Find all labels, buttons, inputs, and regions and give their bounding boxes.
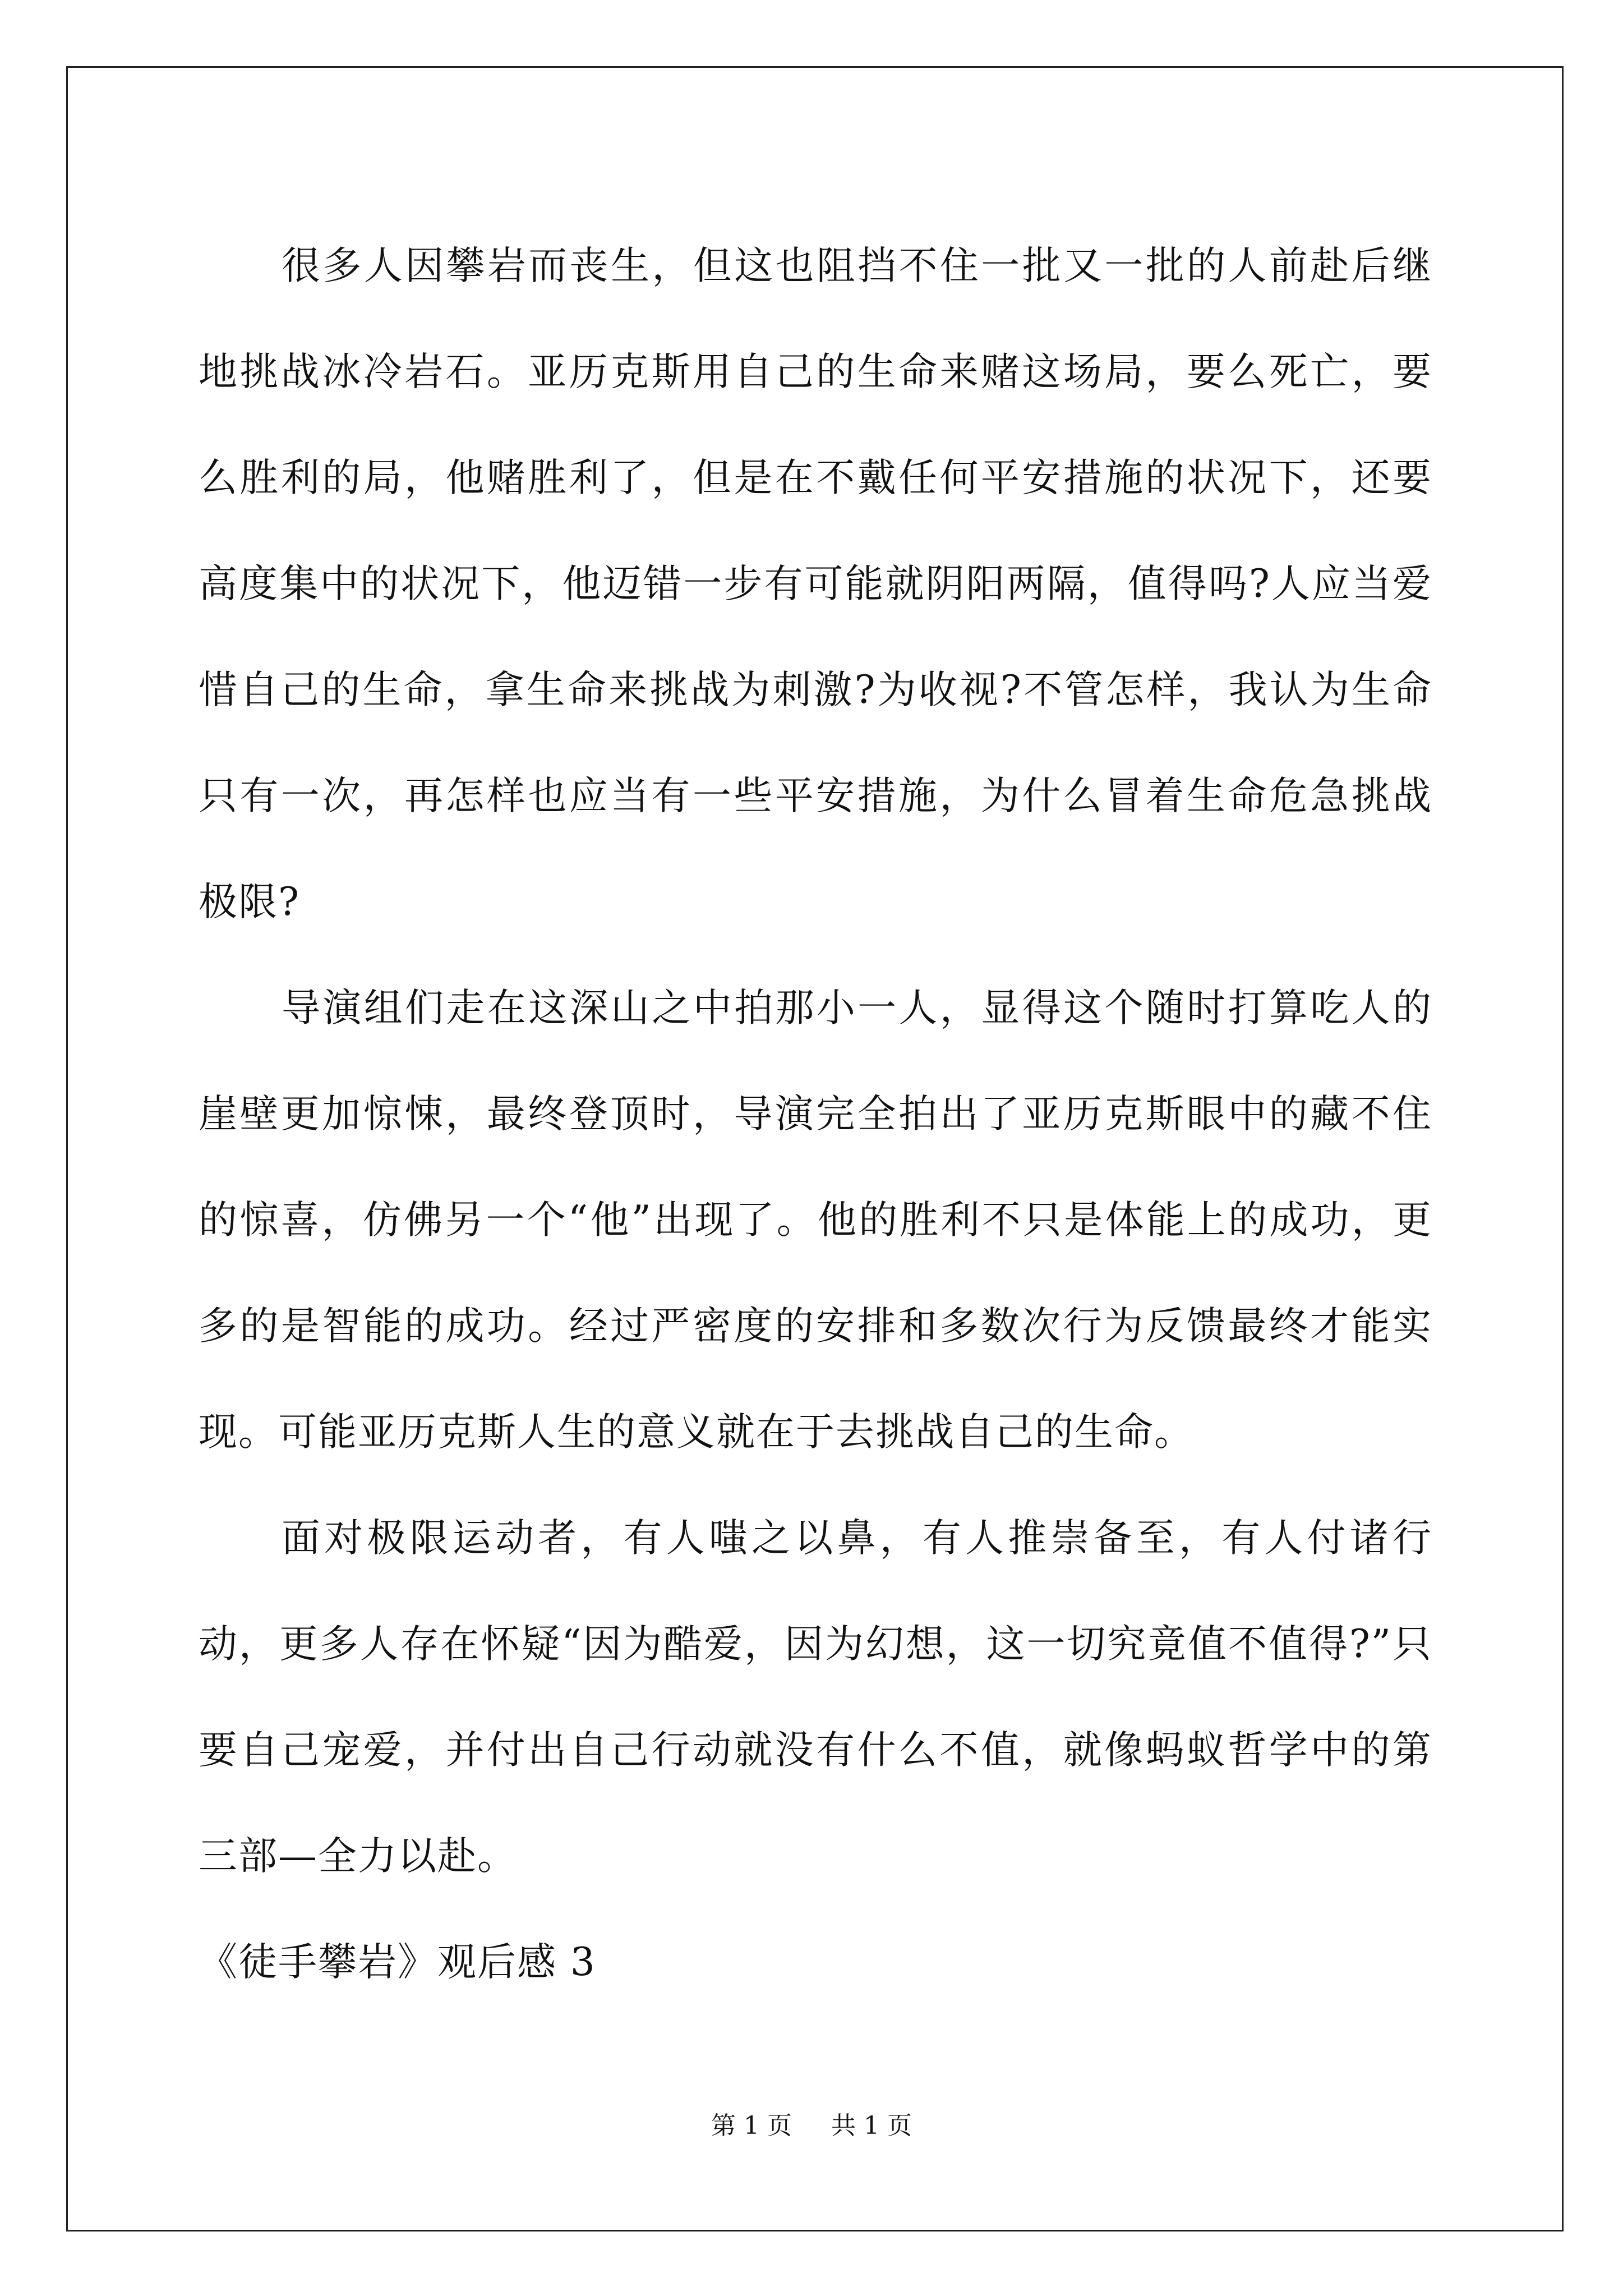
paragraph-2: 导演组们走在这深山之中拍那小一人，显得这个随时打算吃人的崖壁更加惊悚，最终登顶时，导演完全拍出了亚历克斯眼中的藏不住的惊喜，仿佛另一个“他”出现了。他的胜利不只是体能上的成功，更多的是智能的成功。经过严密度的安排和多数次行为反馈最终才能实现。可能亚历克斯人生的意义就在于去挑战自己的生命。 — [199, 986, 1432, 1455]
document-body — [199, 213, 1432, 2016]
page-footer — [0, 2109, 1623, 2143]
page-number-total: 共 1 页 — [831, 2111, 912, 2140]
section-title: 《徒手攀岩》观后感 3 — [199, 1940, 596, 1985]
page-number-current: 第 1 页 — [711, 2111, 792, 2140]
paragraph-1: 很多人因攀岩而丧生，但这也阻挡不住一批又一批的人前赴后继地挑战冰冷岩石。亚历克斯用自己的生命来赌这场局，要么死亡，要么胜利的局，他赌胜利了，但是在不戴任何平安措施的状况下，还要高度集中的状况下，他迈错一步有可能就阴阳两隔，值得吗?人应当爱惜自己的生命，拿生命来挑战为刺激?为收视?不管怎样，我认为生命只有一次，再怎样也应当有一些平安措施，为什么冒着生命危急挑战极限? — [199, 243, 1432, 924]
paragraph-3: 面对极限运动者，有人嗤之以鼻，有人推崇备至，有人付诸行动，更多人存在怀疑“因为酷爱，因为幻想，这一切究竟值不值得?”只要自己宠爱，并付出自己行动就没有什么不值，就像蚂蚁哲学中的第三部—全力以赴。 — [199, 1516, 1432, 1879]
